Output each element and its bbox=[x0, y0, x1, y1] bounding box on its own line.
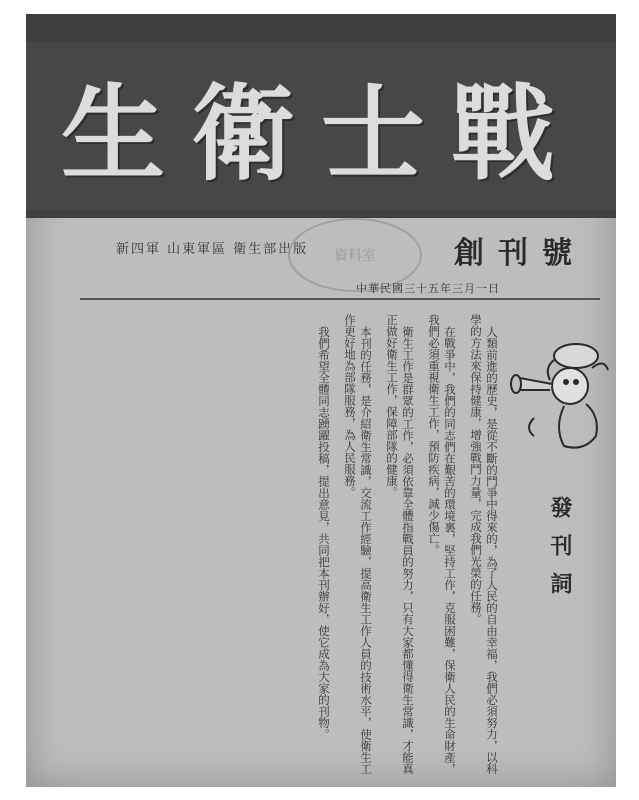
editorial-paragraph: 在戰爭中，我們的同志們在艱苦的環境裏，堅持工作，克服困難，保衛人民的生命財產，我們必須重視衛生工作，預防疾病，減少傷亡。 bbox=[427, 314, 457, 774]
masthead-char: 生 bbox=[60, 73, 191, 195]
editorial-paragraph: 我們希望全體同志踴躍投稿，提出意見，共同把本刊辦好，使它成為大家的刊物。 bbox=[317, 325, 331, 740]
masthead-char: 士 bbox=[321, 73, 452, 195]
soldier-bugle-illustration bbox=[504, 328, 614, 458]
header-divider bbox=[80, 298, 600, 300]
stamp-text: 資料室 bbox=[334, 248, 376, 264]
editorial-title: 發刊詞 bbox=[547, 496, 573, 610]
publication-date: 中華民國三十五年三月一日 bbox=[356, 282, 500, 295]
editorial-paragraph: 人類前進的歷史，是從不斷的鬥爭中得來的，為了人民的自由幸福，我們必須努力，以科學的方法來保持健康，增強戰鬥力量，完成我們光榮的任務。 bbox=[469, 314, 499, 774]
masthead-char: 衛 bbox=[190, 73, 321, 195]
magazine-cover bbox=[26, 14, 616, 787]
masthead-title bbox=[26, 74, 616, 194]
publisher-line: 新四軍 山東軍區 衛生部出版 bbox=[116, 242, 309, 257]
masthead-char: 戰 bbox=[451, 73, 582, 195]
masthead bbox=[26, 14, 616, 218]
editorial-body bbox=[80, 314, 500, 774]
issue-label: 創刊號 bbox=[454, 236, 586, 271]
editorial-paragraph: 衛生工作是群眾的工作，必須依靠全體指戰員的努力，只有大家都懂得衛生常識，才能真正做好衛生工作，保障部隊的健康。 bbox=[385, 314, 415, 774]
editorial-paragraph: 本刊的任務，是介紹衛生常識，交流工作經驗，提高衛生工作人員的技術水平，使衛生工作更好地為部隊服務，為人民服務。 bbox=[343, 314, 373, 774]
